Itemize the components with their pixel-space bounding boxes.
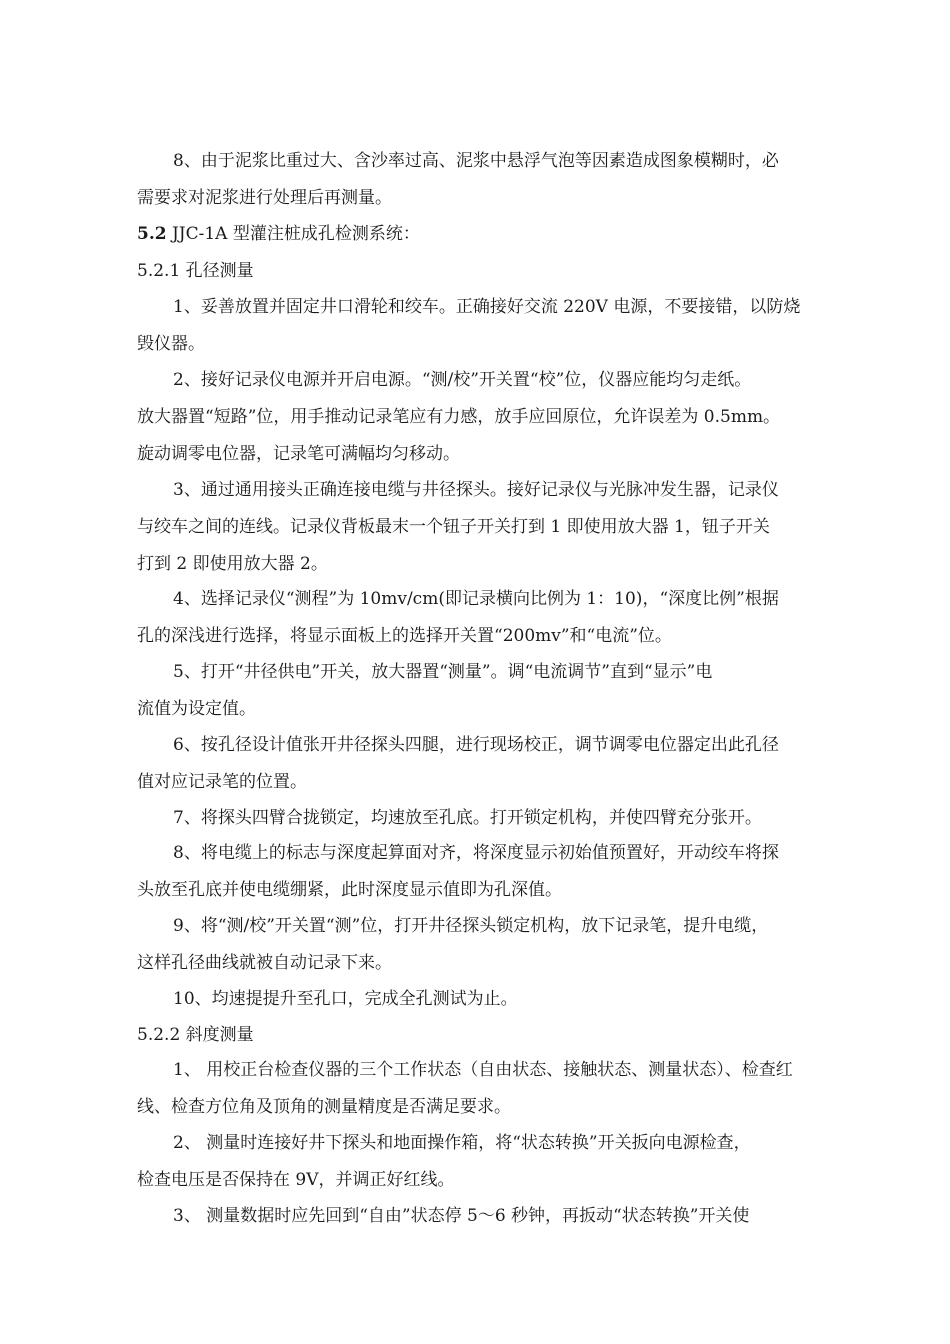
subsection-title: 5.2.2 斜度测量 [137, 1025, 254, 1045]
text-line: 与绞车之间的连线。记录仪背板最末一个钮子开关打到 1 即使用放大器 1，钮子开关 [137, 517, 770, 537]
paragraph-step-9 [137, 908, 842, 982]
paragraph-step-3 [137, 472, 842, 583]
text-line: 7、将探头四臂合拢锁定，均速放至孔底。打开锁定机构，并使四臂充分张开。 [173, 808, 762, 828]
text-line: 4、选择记录仪“测程”为 10mv/cm(即记录横向比例为 1：10)，“深度比例”根据 [173, 589, 779, 609]
text-line: 1、妥善放置并固定井口滑轮和绞车。正确接好交流 220V 电源，不要接错，以防烧 [173, 297, 801, 317]
subsection-title: 5.2.1 孔径测量 [137, 261, 254, 281]
text-line: 2、 测量时连接好井下探头和地面操作箱，将“状态转换”开关扳向电源检查， [173, 1133, 751, 1153]
paragraph-incline-step-2 [137, 1125, 842, 1199]
paragraph-step-8 [137, 835, 842, 909]
subsection-heading-5-2-1 [137, 253, 842, 290]
paragraph-step-7 [137, 800, 842, 837]
text-line: 这样孔径曲线就被自动记录下来。 [137, 953, 392, 973]
text-line: 孔的深浅进行选择，将显示面板上的选择开关置“200mv”和“电流”位。 [137, 626, 672, 646]
text-line: 3、 测量数据时应先回到“自由”状态停 5～6 秒钟，再扳动“状态转换”开关使 [173, 1206, 750, 1226]
text-line: 毁仪器。 [137, 334, 205, 354]
text-line: 值对应记录笔的位置。 [137, 772, 307, 792]
section-title: JJC-1A 型灌注桩成孔检测系统： [171, 224, 420, 244]
text-line: 2、接好记录仪电源并开启电源。“测/校”开关置“校”位，仪器应能均匀走纸。 [173, 370, 752, 390]
text-line: 头放至孔底并使电缆绷紧，此时深度显示值即为孔深值。 [137, 880, 562, 900]
text-line: 旋动调零电位器，记录笔可满幅均匀移动。 [137, 444, 460, 464]
text-line: 检查电压是否保持在 9V，并调正好红线。 [137, 1170, 455, 1190]
text-line: 线、检查方位角及顶角的测量精度是否满足要求。 [137, 1097, 511, 1117]
text-line: 1、 用校正台检查仪器的三个工作状态（自由状态、接触状态、测量状态）、检查红 [173, 1060, 793, 1080]
text-line: 6、按孔径设计值张开井径探头四腿，进行现场校正，调节调零电位器定出此孔径 [173, 735, 779, 755]
subsection-heading-5-2-2 [137, 1017, 842, 1054]
paragraph-step-6 [137, 727, 842, 801]
paragraph-step-4 [137, 581, 842, 655]
text-line: 8、将电缆上的标志与深度起算面对齐，将深度显示初始值预置好，开动绞车将探 [173, 843, 779, 863]
section-heading-5-2 [137, 216, 842, 253]
section-number: 5.2 [137, 224, 167, 244]
paragraph-incline-step-3 [137, 1198, 842, 1235]
paragraph-step-10 [137, 981, 842, 1018]
text-line: 放大器置“短路”位，用手推动记录笔应有力感，放手应回原位，允许误差为 0.5mm。 [137, 407, 781, 427]
text-line: 3、通过通用接头正确连接电缆与井径探头。接好记录仪与光脉冲发生器，记录仪 [173, 480, 779, 500]
text-line: 10、均速提提升至孔口，完成全孔测试为止。 [173, 989, 518, 1009]
text-line: 5、打开“井径供电”开关，放大器置“测量”。调“电流调节”直到“显示”电 [173, 662, 713, 682]
paragraph-step-1 [137, 289, 842, 363]
text-line: 打到 2 即使用放大器 2。 [137, 554, 328, 574]
text-line: 流值为设定值。 [137, 699, 256, 719]
text-line: 8、由于泥浆比重过大、含沙率过高、泥浆中悬浮气泡等因素造成图象模糊时，必 [173, 151, 779, 171]
paragraph-step-2 [137, 362, 842, 473]
paragraph-step-5 [137, 654, 842, 728]
paragraph-incline-step-1 [137, 1052, 842, 1126]
text-line: 9、将“测/校”开关置“测”位，打开井径探头锁定机构，放下记录笔，提升电缆， [173, 916, 769, 936]
text-line: 需要求对泥浆进行处理后再测量。 [137, 188, 392, 208]
paragraph-mud-treatment [137, 143, 842, 217]
